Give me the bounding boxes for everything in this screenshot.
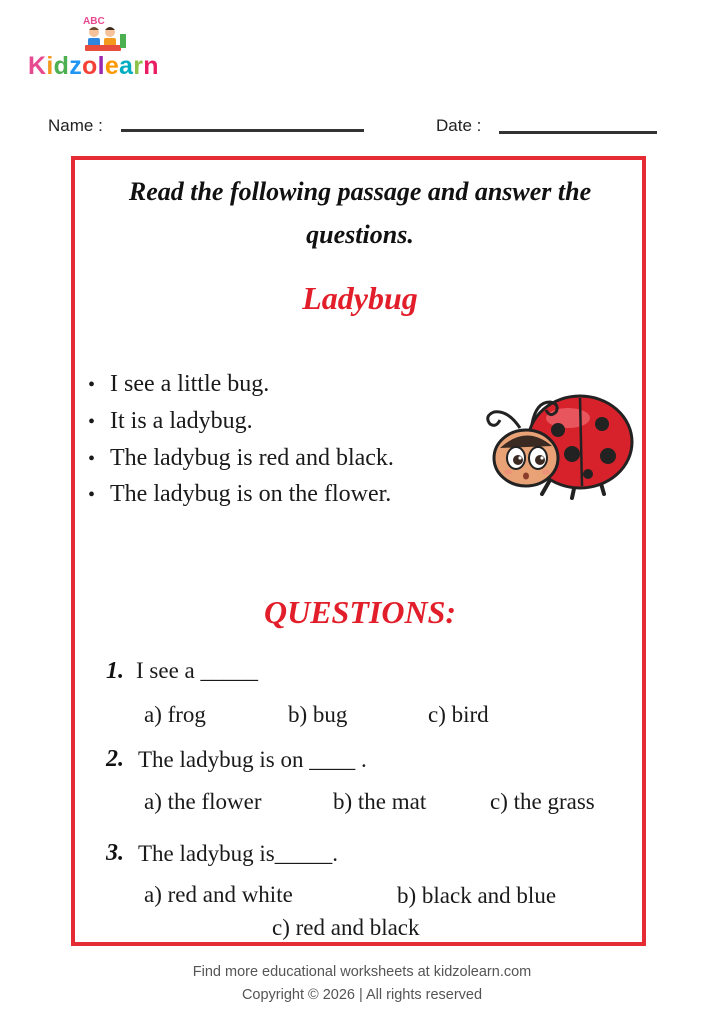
- copyright-text: Copyright © 2026 | All rights reserved: [241, 987, 483, 1003]
- passage-title: Ladybug: [302, 280, 418, 316]
- answer-option[interactable]: a) red and white: [144, 882, 293, 907]
- answer-option[interactable]: c) the grass: [490, 789, 595, 814]
- question-text: I see a _____: [136, 658, 258, 683]
- kidzolearn-logo: [28, 14, 178, 84]
- instruction-line-1: Read the following passage and answer the: [128, 177, 592, 206]
- question-number: 3.: [106, 840, 124, 866]
- logo-letter: a: [119, 52, 134, 80]
- worksheet-frame: [71, 156, 646, 946]
- passage-line: • I see a little bug.: [88, 371, 270, 397]
- question-text: The ladybug is on ____ .: [138, 747, 367, 772]
- bullet-dot: •: [88, 448, 96, 470]
- answer-option[interactable]: a) frog: [144, 702, 206, 727]
- answer-option[interactable]: c) red and black: [272, 915, 420, 940]
- logo-letter: z: [69, 52, 82, 80]
- bullet-dot: •: [88, 374, 96, 396]
- answer-option[interactable]: a) the flower: [144, 789, 262, 814]
- ladybug-icon: [480, 390, 640, 500]
- bullet-dot: •: [88, 484, 96, 506]
- question-number: 1.: [106, 658, 124, 684]
- passage-line: • The ladybug is red and black.: [88, 445, 394, 471]
- question-text: The ladybug is_____.: [138, 841, 338, 866]
- answer-option[interactable]: b) bug: [288, 702, 348, 727]
- passage-line: • The ladybug is on the flower.: [88, 481, 392, 507]
- answer-option[interactable]: b) the mat: [333, 789, 427, 814]
- logo-letter: K: [28, 52, 47, 80]
- logo-letter: i: [46, 52, 54, 80]
- date-label: Date :: [436, 116, 482, 135]
- kids-reading-icon: [80, 14, 130, 54]
- instruction-line-2: questions.: [306, 220, 414, 249]
- logo-letter: l: [97, 52, 105, 80]
- logo-letter: r: [133, 52, 144, 80]
- logo-letter: o: [82, 52, 98, 80]
- date-field[interactable]: [499, 131, 657, 134]
- answer-option[interactable]: c) bird: [428, 702, 489, 727]
- logo-letter: d: [53, 52, 70, 80]
- bullet-dot: •: [88, 411, 96, 433]
- passage-line: • It is a ladybug.: [88, 408, 253, 434]
- name-label: Name :: [48, 116, 103, 135]
- footer-link-text[interactable]: Find more educational worksheets at kidzolearn.com: [192, 964, 532, 980]
- logo-letter: n: [143, 52, 159, 80]
- questions-heading: QUESTIONS:: [263, 594, 457, 630]
- logo-wordmark: [28, 52, 159, 81]
- answer-option[interactable]: b) black and blue: [397, 883, 557, 908]
- question-number: 2.: [106, 746, 124, 772]
- name-field[interactable]: [121, 129, 364, 132]
- logo-badge-text: ABC: [83, 16, 105, 27]
- logo-letter: e: [104, 52, 120, 80]
